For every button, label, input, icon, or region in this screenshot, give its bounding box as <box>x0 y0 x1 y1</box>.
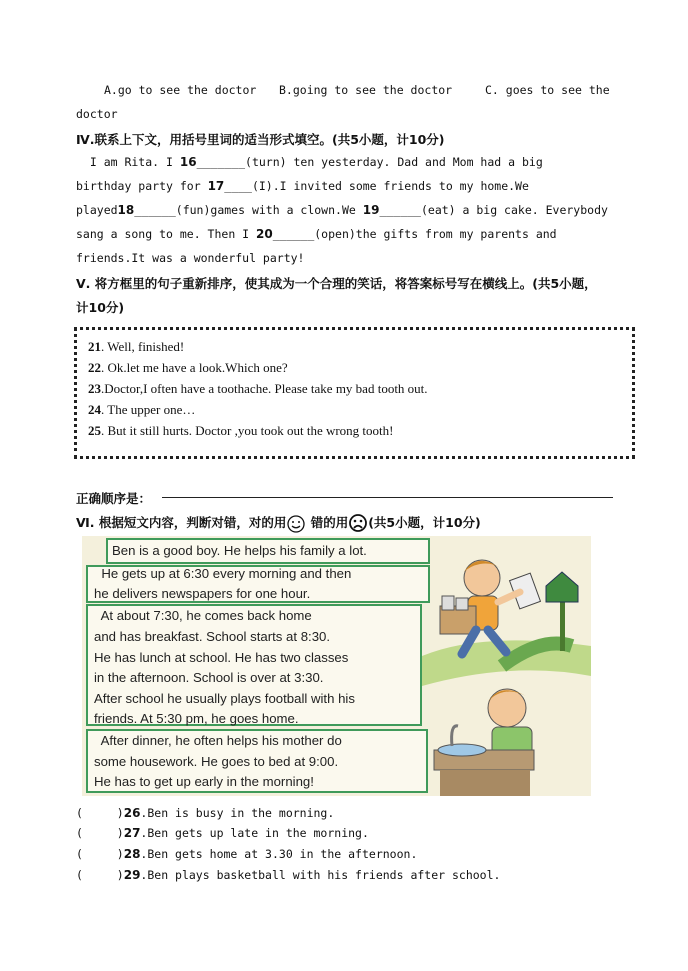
question-number: 16 <box>179 155 197 169</box>
section6-title: Ⅵ. 根据短文内容，判断对错，对的用 错的用 (共5小题，计10分) <box>76 513 481 534</box>
passage-text: At about 7:30, he comes back home <box>94 608 312 623</box>
sentence-item: 21. Well, finished! <box>88 339 185 354</box>
question-number: 19 <box>362 203 380 217</box>
option-c-wrap: doctor <box>76 107 118 121</box>
section5-title: Ⅴ. 将方框里的句子重新排序，使其成为一个合理的笑话，将答案标号写在横线上。(共5小题， <box>76 276 597 291</box>
sentence-item: 22. Ok.let me have a look.Which one? <box>88 360 288 375</box>
sentence-item: 23.Doctor,I often have a toothache. Please take my bad tooth out. <box>88 381 428 396</box>
reading-picture <box>82 536 591 796</box>
section5-title-cont: 计10分) <box>76 300 125 315</box>
passage-line-3: played18______(fun)games with a clown.We 19______(eat) a big cake. Everybody <box>76 203 608 217</box>
passage-text: He has to get up early in the morning! <box>94 774 314 789</box>
passage-text: in the afternoon. School is over at 3:30. <box>94 670 324 685</box>
judge-question: ( )28.Ben gets home at 3.30 in the afternoon. <box>76 847 418 861</box>
question-number: 17 <box>207 179 225 193</box>
sentence-box <box>74 327 635 459</box>
smile-icon <box>286 514 306 534</box>
judge-question: ( )27.Ben gets up late in the morning. <box>76 826 369 840</box>
passage-text: After dinner, he often helps his mother do <box>94 733 342 748</box>
boy-illustration <box>422 536 591 796</box>
passage-line-4: sang a song to me. Then I 20______(open)the gifts from my parents and <box>76 227 557 241</box>
passage-text: He has lunch at school. He has two classes <box>94 650 349 665</box>
passage-line-2: birthday party for 17____(I).I invited some friends to my home.We <box>76 179 529 193</box>
judge-question: ( )29.Ben plays basketball with his friends after school. <box>76 868 501 882</box>
section4-title: Ⅳ.联系上下文，用括号里词的适当形式填空。(共5小题，计10分) <box>76 132 445 147</box>
sad-face-icon <box>348 513 368 533</box>
answer-line[interactable] <box>162 497 613 498</box>
passage-text: After school he usually plays football with his <box>94 691 355 706</box>
passage-text: he delivers newspapers for one hour. <box>94 586 311 601</box>
sentence-item: 24. The upper one… <box>88 402 196 417</box>
passage-text: some housework. He goes to bed at 9:00. <box>94 754 339 769</box>
option-b: B.going to see the doctor <box>279 83 453 97</box>
passage-text: Ben is a good boy. He helps his family a lot. <box>112 543 367 558</box>
order-label: 正确顺序是： <box>76 491 152 506</box>
passage-line-1: I am Rita. I 16_______(turn) ten yesterday. Dad and Mom had a big <box>76 155 543 169</box>
passage-text: He gets up at 6:30 every morning and then <box>94 566 352 581</box>
passage-text: and has breakfast. School starts at 8:30. <box>94 629 331 644</box>
question-number: 20 <box>256 227 273 241</box>
sentence-item: 25. But it still hurts. Doctor ,you took out the wrong tooth! <box>88 423 394 438</box>
option-a: A.go to see the doctor <box>104 83 257 97</box>
passage-text: friends. At 5:30 pm, he goes home. <box>94 711 299 726</box>
option-c: C. goes to see the <box>485 83 610 97</box>
judge-question: ( )26.Ben is busy in the morning. <box>76 806 335 820</box>
question-number: 18 <box>117 203 135 217</box>
passage-line-5: friends.It was a wonderful party! <box>76 251 305 265</box>
